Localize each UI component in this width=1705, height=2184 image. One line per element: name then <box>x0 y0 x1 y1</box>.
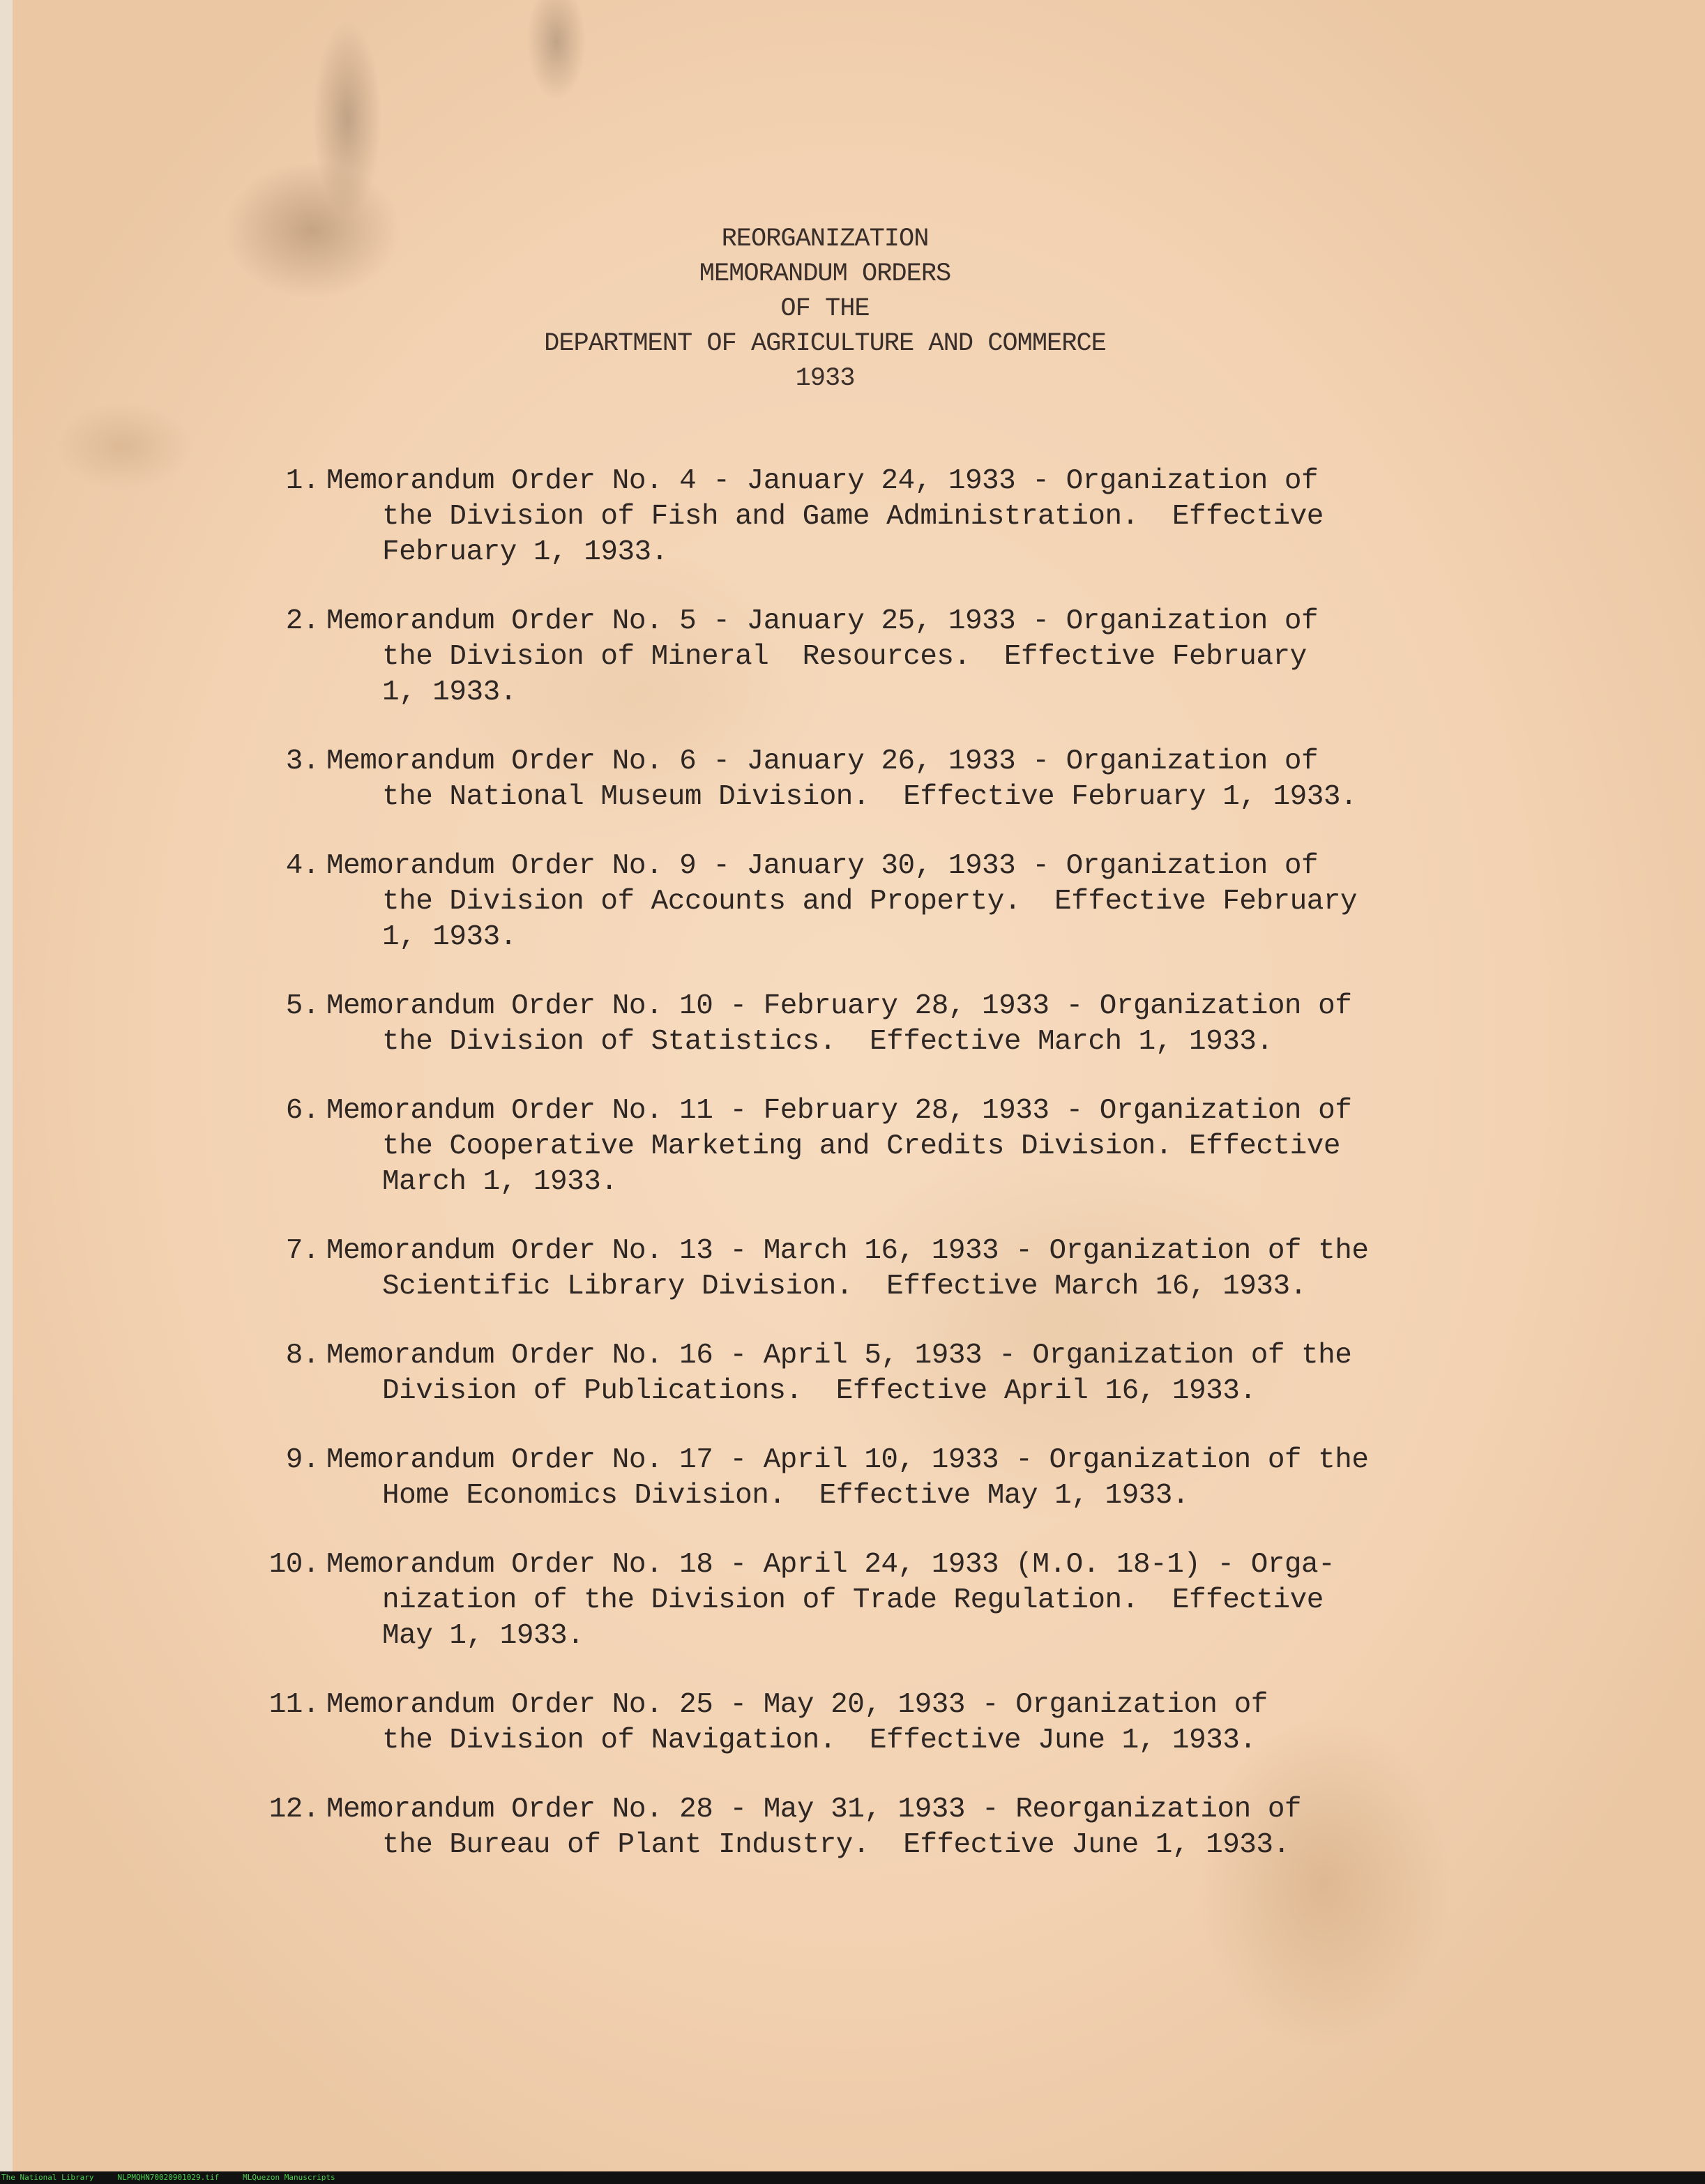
list-item <box>250 1547 1449 1654</box>
item-number: 4. <box>285 850 319 882</box>
list-item <box>250 989 1449 1060</box>
item-text-line: the Division of Mineral Resources. Effective February <box>382 641 1307 673</box>
list-item <box>250 1234 1449 1305</box>
item-text-line: the Bureau of Plant Industry. Effective June 1, 1933. <box>382 1829 1290 1861</box>
item-number: 1. <box>285 465 319 497</box>
item-number: 11. <box>268 1689 319 1721</box>
item-text-line: Scientific Library Division. Effective March 16, 1933. <box>382 1271 1307 1303</box>
item-number: 7. <box>285 1235 319 1267</box>
item-text-line: Memorandum Order No. 4 - January 24, 1933 - Organization of <box>326 465 1319 497</box>
item-number: 2. <box>285 605 319 637</box>
item-text-line: the Division of Fish and Game Administration. Effective <box>382 501 1324 533</box>
footer-file: NLPMQHN70020901029.tif <box>117 2173 220 2182</box>
heading-line-1: REORGANIZATION <box>721 225 929 254</box>
list-item <box>250 1338 1449 1409</box>
list-item <box>250 604 1449 711</box>
item-text-line: Home Economics Division. Effective May 1, 1933. <box>382 1480 1189 1512</box>
heading-line-3: OF THE <box>780 294 870 324</box>
memorandum-order-list <box>250 464 1449 1897</box>
item-text-line: Memorandum Order No. 28 - May 31, 1933 - Reorganization of <box>326 1794 1302 1826</box>
item-number: 9. <box>285 1444 319 1476</box>
item-text-line: 1, 1933. <box>382 921 517 953</box>
heading-line-2: MEMORANDUM ORDERS <box>699 259 951 289</box>
list-item <box>250 1093 1449 1200</box>
item-text-line: March 1, 1933. <box>382 1166 618 1198</box>
item-text-line: February 1, 1933. <box>382 536 668 568</box>
item-text-line: Memorandum Order No. 5 - January 25, 1933 - Organization of <box>326 605 1319 637</box>
list-item <box>250 1688 1449 1759</box>
item-text-line: Memorandum Order No. 10 - February 28, 1933 - Organization of <box>326 990 1352 1022</box>
item-text-line: Memorandum Order No. 16 - April 5, 1933 - Organization of the <box>326 1340 1352 1372</box>
item-number: 8. <box>285 1340 319 1372</box>
item-text-line: 1, 1933. <box>382 676 517 708</box>
item-text-line: the Cooperative Marketing and Credits Division. Effective <box>382 1130 1340 1162</box>
item-number: 12. <box>268 1794 319 1826</box>
item-number: 3. <box>285 745 319 778</box>
footer-collection: MLQuezon Manuscripts <box>243 2173 335 2182</box>
list-item <box>250 1443 1449 1514</box>
heading-line-4: DEPARTMENT OF AGRICULTURE AND COMMERCE <box>544 329 1106 358</box>
item-text-line: Division of Publications. Effective April 16, 1933. <box>382 1375 1257 1407</box>
item-text-line: Memorandum Order No. 13 - March 16, 1933 - Organization of the <box>326 1235 1369 1267</box>
document-heading <box>13 222 1637 396</box>
item-text-line: Memorandum Order No. 18 - April 24, 1933 (M.O. 18-1) - Orga- <box>326 1549 1335 1581</box>
item-number: 5. <box>285 990 319 1022</box>
item-text-line: the Division of Accounts and Property. Effective February <box>382 886 1358 918</box>
item-text-line: the Division of Statistics. Effective March 1, 1933. <box>382 1026 1273 1058</box>
item-text-line: Memorandum Order No. 6 - January 26, 1933 - Organization of <box>326 745 1319 778</box>
item-text-line: Memorandum Order No. 11 - February 28, 1933 - Organization of <box>326 1095 1352 1127</box>
item-text-line: Memorandum Order No. 25 - May 20, 1933 - Organization of <box>326 1689 1268 1721</box>
list-item <box>250 464 1449 570</box>
item-text-line: nization of the Division of Trade Regulation. Effective <box>382 1584 1324 1616</box>
list-item <box>250 849 1449 955</box>
item-text-line: the National Museum Division. Effective February 1, 1933. <box>382 781 1358 813</box>
item-text-line: Memorandum Order No. 17 - April 10, 1933 - Organization of the <box>326 1444 1369 1476</box>
item-text-line: the Division of Navigation. Effective June 1, 1933. <box>382 1724 1257 1757</box>
list-item <box>250 1792 1449 1863</box>
heading-line-5: 1933 <box>795 364 855 393</box>
item-number: 10. <box>268 1549 319 1581</box>
item-text-line: May 1, 1933. <box>382 1620 584 1652</box>
list-item <box>250 744 1449 815</box>
scan-footer <box>0 2171 1705 2184</box>
item-text-line: Memorandum Order No. 9 - January 30, 1933 - Organization of <box>326 850 1319 882</box>
footer-library: The National Library <box>1 2173 94 2182</box>
item-number: 6. <box>285 1095 319 1127</box>
